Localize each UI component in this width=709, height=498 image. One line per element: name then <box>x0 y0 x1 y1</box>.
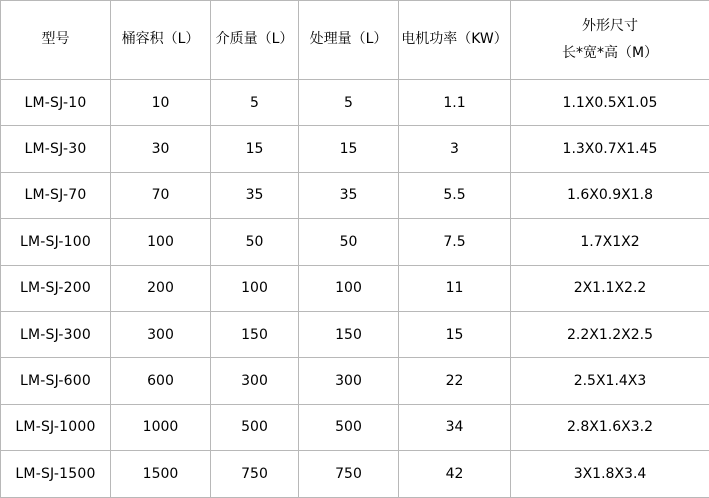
cell-barrel-volume: 100 <box>111 219 211 265</box>
cell-throughput: 35 <box>299 172 399 218</box>
table-row <box>1 219 709 265</box>
table-row <box>1 126 709 172</box>
cell-model: LM-SJ-300 <box>1 311 111 357</box>
cell-media-volume: 35 <box>211 172 299 218</box>
cell-model: LM-SJ-600 <box>1 358 111 404</box>
cell-motor-power: 5.5 <box>399 172 511 218</box>
cell-media-volume: 750 <box>211 451 299 497</box>
cell-dimensions: 2.8X1.6X3.2 <box>511 404 709 450</box>
cell-barrel-volume: 70 <box>111 172 211 218</box>
cell-media-volume: 50 <box>211 219 299 265</box>
cell-dimensions: 2X1.1X2.2 <box>511 265 709 311</box>
cell-barrel-volume: 1500 <box>111 451 211 497</box>
cell-throughput: 750 <box>299 451 399 497</box>
cell-barrel-volume: 30 <box>111 126 211 172</box>
cell-media-volume: 150 <box>211 311 299 357</box>
table-header <box>1 1 709 80</box>
table-row <box>1 172 709 218</box>
column-header-dimensions <box>511 1 709 80</box>
table-row <box>1 358 709 404</box>
cell-barrel-volume: 1000 <box>111 404 211 450</box>
cell-barrel-volume: 600 <box>111 358 211 404</box>
cell-media-volume: 300 <box>211 358 299 404</box>
table-body <box>1 80 709 498</box>
cell-model: LM-SJ-30 <box>1 126 111 172</box>
column-header-model: 型号 <box>1 1 111 80</box>
table-row <box>1 80 709 126</box>
cell-barrel-volume: 200 <box>111 265 211 311</box>
cell-barrel-volume: 300 <box>111 311 211 357</box>
cell-throughput: 500 <box>299 404 399 450</box>
cell-motor-power: 22 <box>399 358 511 404</box>
table-row <box>1 404 709 450</box>
cell-model: LM-SJ-1500 <box>1 451 111 497</box>
table-row <box>1 265 709 311</box>
cell-model: LM-SJ-100 <box>1 219 111 265</box>
dimensions-header-line1: 外形尺寸 <box>511 13 709 40</box>
cell-media-volume: 5 <box>211 80 299 126</box>
cell-dimensions: 3X1.8X3.4 <box>511 451 709 497</box>
cell-barrel-volume: 10 <box>111 80 211 126</box>
cell-media-volume: 500 <box>211 404 299 450</box>
cell-throughput: 300 <box>299 358 399 404</box>
cell-media-volume: 15 <box>211 126 299 172</box>
column-header-barrel-volume: 桶容积（L） <box>111 1 211 80</box>
cell-model: LM-SJ-200 <box>1 265 111 311</box>
cell-model: LM-SJ-1000 <box>1 404 111 450</box>
cell-dimensions: 1.1X0.5X1.05 <box>511 80 709 126</box>
table-header-row <box>1 1 709 80</box>
cell-throughput: 100 <box>299 265 399 311</box>
cell-dimensions: 2.2X1.2X2.5 <box>511 311 709 357</box>
table-row <box>1 311 709 357</box>
cell-dimensions: 1.6X0.9X1.8 <box>511 172 709 218</box>
cell-throughput: 15 <box>299 126 399 172</box>
cell-motor-power: 7.5 <box>399 219 511 265</box>
column-header-throughput: 处理量（L） <box>299 1 399 80</box>
cell-dimensions: 2.5X1.4X3 <box>511 358 709 404</box>
table-row <box>1 451 709 497</box>
dimensions-header-line2: 长*宽*高（M） <box>511 40 709 67</box>
cell-motor-power: 34 <box>399 404 511 450</box>
cell-motor-power: 42 <box>399 451 511 497</box>
cell-throughput: 5 <box>299 80 399 126</box>
cell-dimensions: 1.7X1X2 <box>511 219 709 265</box>
cell-throughput: 50 <box>299 219 399 265</box>
cell-dimensions: 1.3X0.7X1.45 <box>511 126 709 172</box>
cell-throughput: 150 <box>299 311 399 357</box>
cell-model: LM-SJ-70 <box>1 172 111 218</box>
cell-motor-power: 11 <box>399 265 511 311</box>
cell-motor-power: 15 <box>399 311 511 357</box>
column-header-motor-power: 电机功率（KW） <box>399 1 511 80</box>
column-header-media-volume: 介质量（L） <box>211 1 299 80</box>
cell-media-volume: 100 <box>211 265 299 311</box>
cell-model: LM-SJ-10 <box>1 80 111 126</box>
cell-motor-power: 3 <box>399 126 511 172</box>
cell-motor-power: 1.1 <box>399 80 511 126</box>
